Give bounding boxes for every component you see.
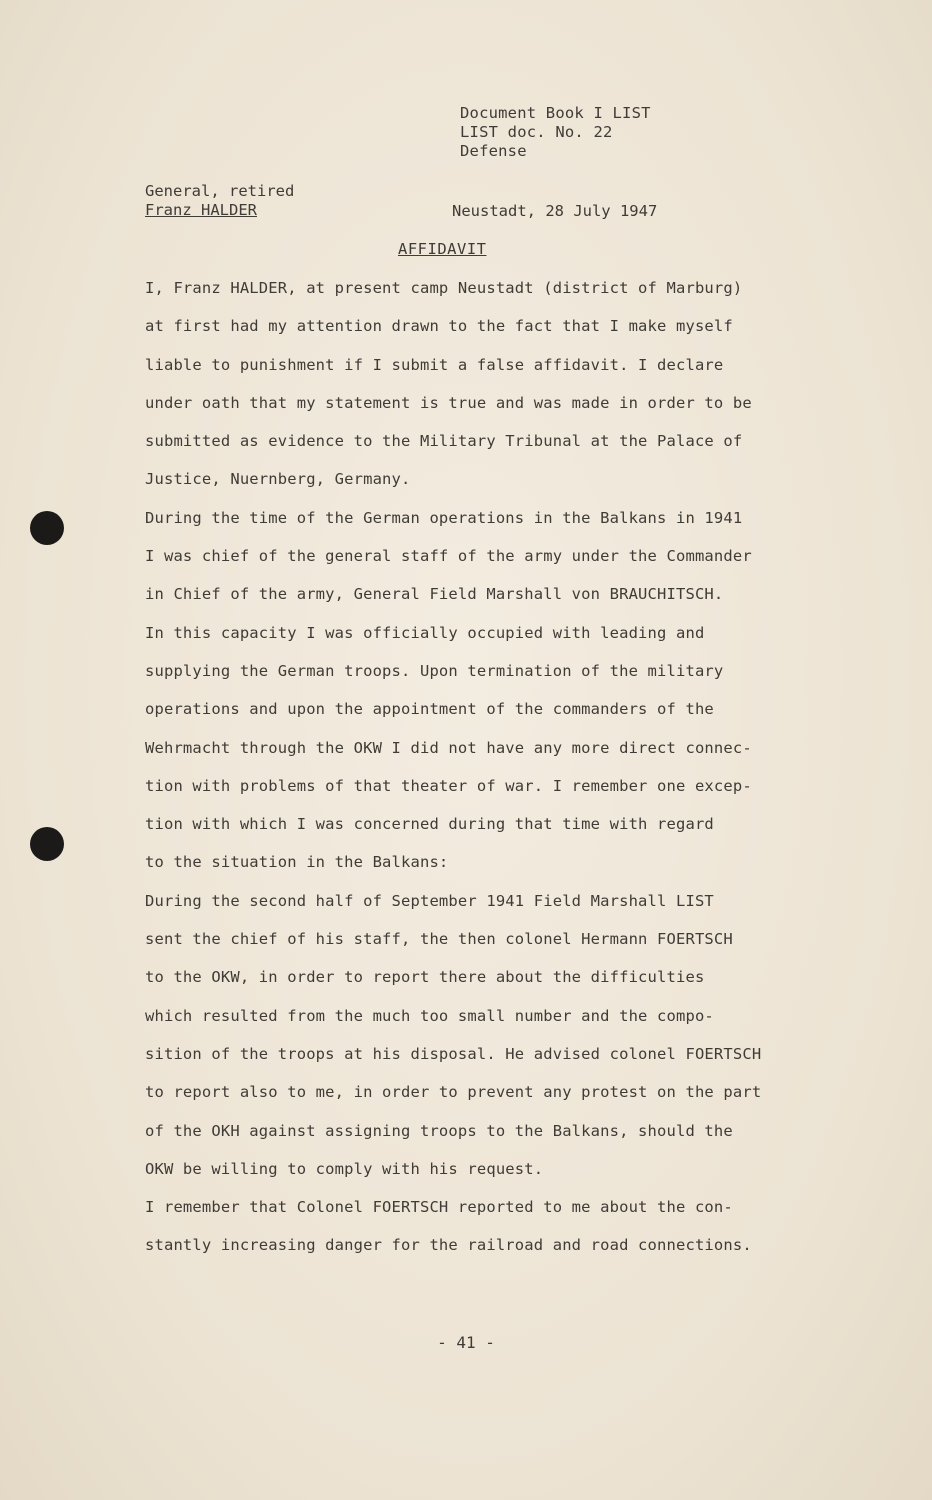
document-number-line: LIST doc. No. 22 bbox=[460, 123, 613, 141]
body-line: at first had my attention drawn to the fact that I make myself bbox=[145, 317, 733, 336]
body-line: Wehrmacht through the OKW I did not have any more direct connec- bbox=[145, 738, 752, 757]
body-line: In this capacity I was officially occupied with leading and bbox=[145, 623, 705, 642]
page-number: - 41 - bbox=[437, 1333, 495, 1352]
affidavit-body bbox=[145, 274, 785, 1270]
body-line: to the OKW, in order to report there about the difficulties bbox=[145, 968, 705, 987]
body-line: submitted as evidence to the Military Tribunal at the Palace of bbox=[145, 432, 743, 451]
body-line: Justice, Nuernberg, Germany. bbox=[145, 470, 411, 489]
body-line: supplying the German troops. Upon termination of the military bbox=[145, 661, 724, 680]
body-line: in Chief of the army, General Field Marshall von BRAUCHITSCH. bbox=[145, 585, 724, 604]
body-line: to the situation in the Balkans: bbox=[145, 853, 449, 872]
body-line: to report also to me, in order to prevent any protest on the part bbox=[145, 1083, 762, 1102]
body-line: I was chief of the general staff of the army under the Commander bbox=[145, 547, 752, 566]
body-line: During the time of the German operations in the Balkans in 1941 bbox=[145, 508, 743, 527]
author-block bbox=[145, 182, 294, 220]
body-line: sent the chief of his staff, the then colonel Hermann FOERTSCH bbox=[145, 930, 733, 949]
body-line: under oath that my statement is true and was made in order to be bbox=[145, 393, 752, 412]
body-line: stantly increasing danger for the railroad and road connections. bbox=[145, 1236, 752, 1255]
body-line: OKW be willing to comply with his request. bbox=[145, 1159, 544, 1178]
author-name: Franz HALDER bbox=[145, 201, 257, 219]
document-book-line: Document Book I LIST bbox=[460, 104, 651, 122]
body-line: I, Franz HALDER, at present camp Neustadt (district of Marburg) bbox=[145, 279, 743, 297]
place-date: Neustadt, 28 July 1947 bbox=[452, 202, 658, 220]
defense-line: Defense bbox=[460, 142, 527, 160]
body-line: of the OKH against assigning troops to the Balkans, should the bbox=[145, 1121, 733, 1140]
body-line: which resulted from the much too small number and the compo- bbox=[145, 1006, 714, 1025]
body-line: operations and upon the appointment of the commanders of the bbox=[145, 700, 714, 719]
body-line: liable to punishment if I submit a false affidavit. I declare bbox=[145, 355, 724, 374]
body-line: I remember that Colonel FOERTSCH reported to me about the con- bbox=[145, 1198, 733, 1217]
body-line: tion with problems of that theater of war. I remember one excep- bbox=[145, 776, 752, 795]
author-rank: General, retired bbox=[145, 182, 295, 200]
document-reference bbox=[460, 104, 651, 161]
body-line: tion with which I was concerned during that time with regard bbox=[145, 815, 714, 834]
body-line: During the second half of September 1941 Field Marshall LIST bbox=[145, 891, 714, 910]
body-line: sition of the troops at his disposal. He advised colonel FOERTSCH bbox=[145, 1044, 762, 1063]
punch-hole-bottom bbox=[30, 827, 64, 861]
document-title: AFFIDAVIT bbox=[398, 240, 487, 258]
punch-hole-top bbox=[30, 511, 64, 545]
